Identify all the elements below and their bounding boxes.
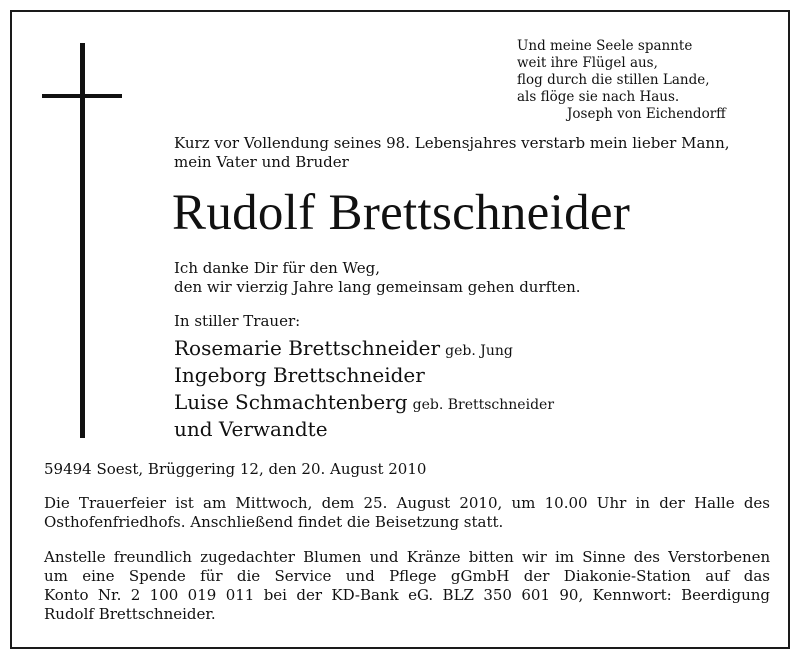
funeral-info: [44, 494, 770, 532]
funeral-line: Die Trauerfeier ist am Mittwoch, dem 25. August 2010, um 10.00 Uhr in der Halle des: [44, 494, 770, 512]
intro-text: [174, 134, 774, 172]
poem-line: als flöge sie nach Haus.: [517, 89, 680, 105]
donation-line: Rudolf Brettschneider.: [44, 605, 216, 623]
mourner-item: [174, 363, 554, 390]
cross-icon: [80, 43, 85, 438]
mourner-name: Luise Schmachtenberg: [174, 390, 408, 414]
mourner-name: Ingeborg Brettschneider: [174, 363, 425, 387]
address-date-line: 59494 Soest, Brüggering 12, den 20. August 2010: [44, 460, 427, 478]
funeral-line: Osthofenfriedhofs. Anschließend findet die Beisetzung statt.: [44, 513, 504, 531]
cross-icon-crossbar: [42, 94, 122, 98]
mourner-name: und Verwandte: [174, 417, 328, 441]
mourning-label: In stiller Trauer:: [174, 312, 301, 330]
poem-line: weit ihre Flügel aus,: [517, 55, 658, 71]
intro-line: Kurz vor Vollendung seines 98. Lebensjahres verstarb mein lieber Mann,: [174, 134, 730, 152]
donation-line: Konto Nr. 2 100 019 011 bei der KD-Bank eG. BLZ 350 601 90, Kennwort: Beerdigung: [44, 586, 770, 604]
poem-author: Joseph von Eichendorff: [567, 106, 726, 122]
mourners-list: [174, 336, 554, 444]
thanks-text: [174, 259, 774, 297]
thanks-line: Ich danke Dir für den Weg,: [174, 259, 380, 277]
intro-line: mein Vater und Bruder: [174, 153, 349, 171]
deceased-name: Rudolf Brettschneider: [172, 185, 631, 241]
poem-line: flog durch die stillen Lande,: [517, 72, 710, 88]
poem-quote: [517, 38, 777, 123]
mourner-item: [174, 390, 554, 417]
donation-line: Anstelle freundlich zugedachter Blumen und Kränze bitten wir im Sinne des Verstorbenen: [44, 548, 771, 566]
mourner-name: Rosemarie Brettschneider: [174, 336, 441, 360]
mourner-item: [174, 336, 554, 363]
donation-line: um eine Spende für die Service und Pflege gGmbH der Diakonie-Station auf das: [44, 567, 770, 585]
mourner-item: [174, 417, 554, 444]
thanks-line: den wir vierzig Jahre lang gemeinsam gehen durften.: [174, 278, 581, 296]
poem-line: Und meine Seele spannte: [517, 38, 693, 54]
mourner-note: geb. Brettschneider: [412, 397, 555, 413]
obituary-frame: [10, 10, 790, 649]
mourner-note: geb. Jung: [445, 343, 513, 359]
donation-info: [44, 548, 770, 624]
